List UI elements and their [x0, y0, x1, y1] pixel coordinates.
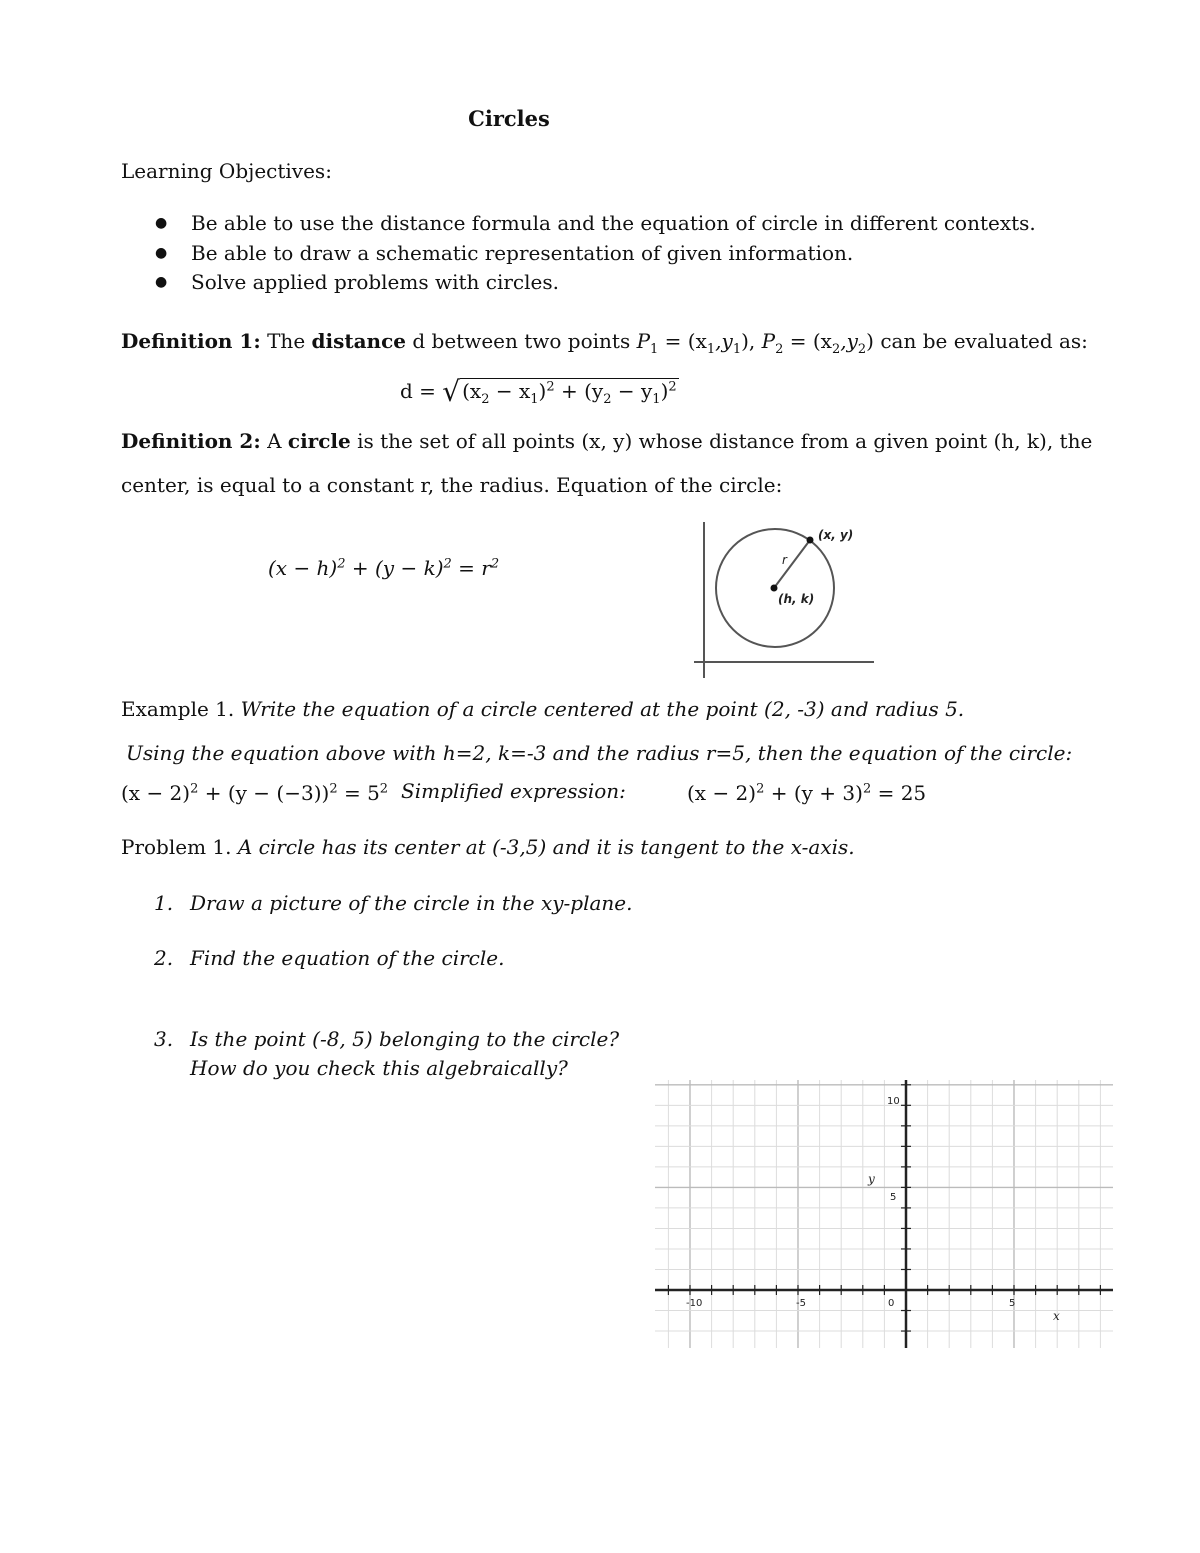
example-1 [121, 697, 964, 721]
circle-diagram [690, 518, 880, 682]
coordinate-grid [655, 1080, 1115, 1350]
y-tick-label: 5 [890, 1192, 897, 1203]
definition-2-line-2: center, is equal to a constant r, the radius. Equation of the circle: [121, 473, 783, 497]
objectives-heading: Learning Objectives: [121, 159, 332, 183]
problem-item: 3. Is the point (-8, 5) belonging to the circle? [154, 1027, 620, 1051]
problem-item: 1. Draw a picture of the circle in the xy-plane. [154, 891, 633, 915]
simplified-equation: $(x - 2)^2 + (y + 3)^2 = 25$ [687, 781, 927, 805]
page-title: Circles [468, 106, 550, 131]
definition-1-tail: can be evaluated as: [880, 329, 1088, 353]
y-axis-label: y [868, 1172, 875, 1186]
x-tick-label: 5 [1009, 1298, 1016, 1309]
diagram-point-label: (x, y) [818, 528, 854, 542]
x-tick-label: -10 [686, 1298, 703, 1309]
definition-2-term: circle [287, 429, 351, 453]
x-tick-label: -5 [796, 1298, 806, 1309]
objective-item: ● Be able to use the distance formula and the equation of circle in different contexts. [121, 209, 1036, 239]
diagram-point-dot [807, 537, 814, 544]
example-1-prompt: Write the equation of a circle centered at the point (2, -3) and radius 5. [240, 697, 965, 721]
diagram-center-label: (h, k) [778, 592, 815, 606]
definition-2-line-1 [121, 429, 1092, 453]
problem-1 [121, 835, 855, 859]
sqrt-icon: √ [442, 375, 461, 408]
diagram-radius-label: r [782, 553, 787, 567]
definition-1-the: The [267, 329, 306, 353]
circle-equation: $(x - h)^2 + (y - k)^2 = r^2$ [268, 556, 500, 580]
grid-lines [655, 1080, 1113, 1348]
x-tick-label: 0 [888, 1298, 895, 1309]
objective-item: ● Solve applied problems with circles. [121, 268, 1036, 298]
definition-2-label: Definition 2: [121, 429, 261, 453]
y-tick-label: 10 [887, 1096, 900, 1107]
distance-formula [400, 375, 679, 408]
objectives-list [121, 209, 1036, 298]
point-p1: $P_1 = (x_1,y_1)$, [636, 329, 756, 357]
point-p2: $P_2 = (x_2,y_2)$ [761, 329, 874, 357]
definition-2-text: is the set of all points (x, y) whose distance from a given point (h, k), the [357, 429, 1093, 453]
problem-1-label: Problem 1. [121, 835, 232, 859]
diagram-radius-line [774, 540, 810, 588]
distance-formula-lhs: d = [400, 379, 436, 403]
objective-item: ● Be able to draw a schematic representation of given information. [121, 239, 1036, 269]
example-1-explanation: Using the equation above with h=2, k=-3 and the radius r=5, then the equation of the circle: [126, 741, 1073, 765]
problem-item: 2. Find the equation of the circle. [154, 946, 505, 970]
example-1-label: Example 1. [121, 697, 235, 721]
definition-1-term: distance [311, 329, 406, 353]
problem-1-prompt: A circle has its center at (-3,5) and it is tangent to the x-axis. [237, 835, 855, 859]
definition-1-text: d between two points [412, 329, 631, 353]
definition-2-article: A [267, 429, 282, 453]
diagram-center-dot [771, 585, 778, 592]
distance-formula-radicand: $(x_2 - x_1)^2 + (y_2 - y_1)^2$ [462, 379, 677, 407]
example-1-equation: $(x - 2)^2 + (y - (-3))^2 = 5^2$ [121, 781, 389, 805]
definition-1-label: Definition 1: [121, 329, 261, 353]
x-axis-label: x [1053, 1309, 1060, 1323]
simplified-label: Simplified expression: [401, 779, 626, 803]
definition-1 [121, 329, 1088, 357]
problem-item-continuation: How do you check this algebraically? [190, 1056, 568, 1080]
